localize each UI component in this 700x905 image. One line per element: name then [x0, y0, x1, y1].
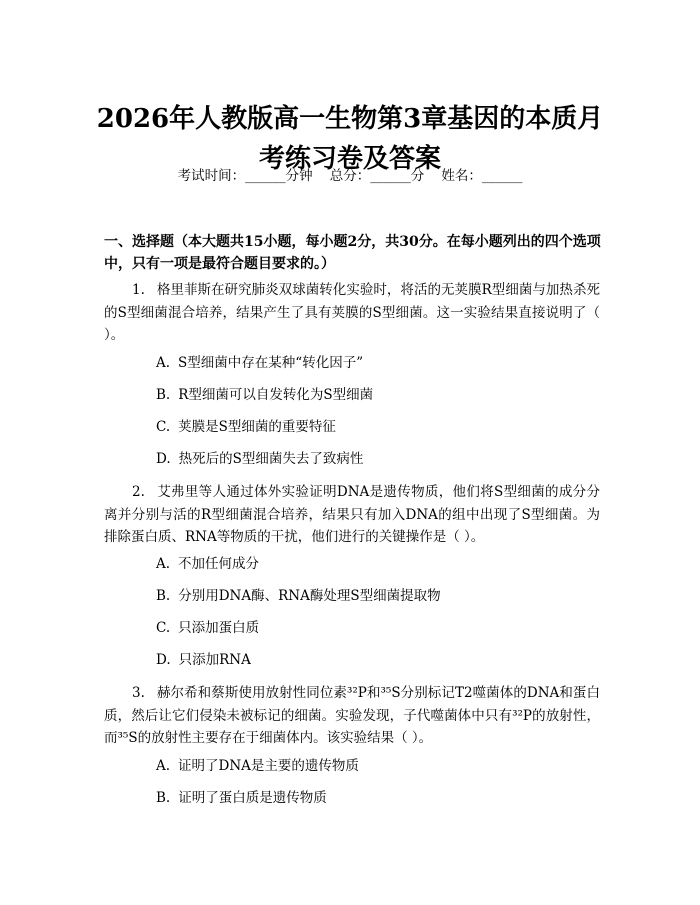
exam-info: 考试时间：______分钟 总分：______分 姓名：______: [177, 168, 523, 184]
option-letter: B.: [156, 588, 171, 604]
question-number: 1.: [132, 282, 145, 298]
option-text: 荚膜是S型细菌的重要特征: [178, 419, 336, 435]
option-text: 分别用DNA酶、RNA酶处理S型细菌提取物: [178, 588, 441, 604]
option-1d: [156, 449, 363, 469]
option-text: R型细菌可以自发转化为S型细菌: [178, 387, 374, 403]
option-letter: A.: [156, 355, 171, 371]
section-heading: 一、选择题（本大题共15小题，每小题2分，共30分。在每小题列出的四个选项中，只有一项是最符合题目要求的。）: [104, 234, 601, 272]
question-3: [104, 682, 600, 750]
option-letter: D.: [156, 451, 171, 467]
question-1: [104, 279, 600, 347]
option-letter: C.: [156, 620, 171, 636]
option-letter: B.: [156, 387, 171, 403]
option-1b: [156, 385, 373, 405]
option-text: S型细菌中存在某种“转化因子”: [178, 355, 364, 371]
option-text: 热死后的S型细菌失去了致病性: [178, 451, 364, 467]
question-text: 赫尔希和蔡斯使用放射性同位素³²P和³⁵S分别标记T2噬菌体的DNA和蛋白质，然后让它们侵染未被标记的细菌。实验发现，子代噬菌体中只有³²P的放射性，而³⁵S的放射性主要存在于细菌体内。该实验结果（ ）。: [104, 685, 600, 746]
question-text: 格里菲斯在研究肺炎双球菌转化实验时，将活的无荚膜R型细菌与加热杀死的S型细菌混合培养，结果产生了具有荚膜的S型细菌。这一实验结果直接说明了（ ）。: [104, 282, 600, 343]
option-letter: A.: [156, 556, 171, 572]
option-2c: [156, 618, 259, 638]
option-2d: [156, 650, 251, 670]
option-text: 只添加蛋白质: [178, 620, 260, 636]
title-line-2: 考练习卷及答案: [258, 144, 441, 175]
option-2b: [156, 586, 441, 606]
question-number: 3.: [132, 685, 145, 701]
option-2a: [156, 554, 259, 574]
title-line-1: 2026年人教版高一生物第3章基因的本质月: [96, 104, 604, 135]
option-letter: B.: [156, 790, 171, 806]
option-text: 只添加RNA: [178, 652, 251, 668]
question-number: 2.: [132, 484, 145, 500]
option-letter: D.: [156, 652, 171, 668]
option-letter: C.: [156, 419, 171, 435]
option-3a: [156, 756, 359, 776]
question-text: 艾弗里等人通过体外实验证明DNA是遗传物质，他们将S型细菌的成分分离并分别与活的R型细菌混合培养，结果只有加入DNA的组中出现了S型细菌。为排除蛋白质、RNA等物质的干扰，他们进行的关键操作是（ ）。: [104, 484, 600, 545]
option-letter: A.: [156, 758, 171, 774]
option-1a: [156, 353, 363, 373]
option-text: 证明了DNA是主要的遗传物质: [178, 758, 359, 774]
option-text: 证明了蛋白质是遗传物质: [178, 790, 327, 806]
option-3b: [156, 788, 327, 808]
question-2: [104, 481, 600, 549]
option-1c: [156, 417, 336, 437]
option-text: 不加任何成分: [178, 556, 260, 572]
